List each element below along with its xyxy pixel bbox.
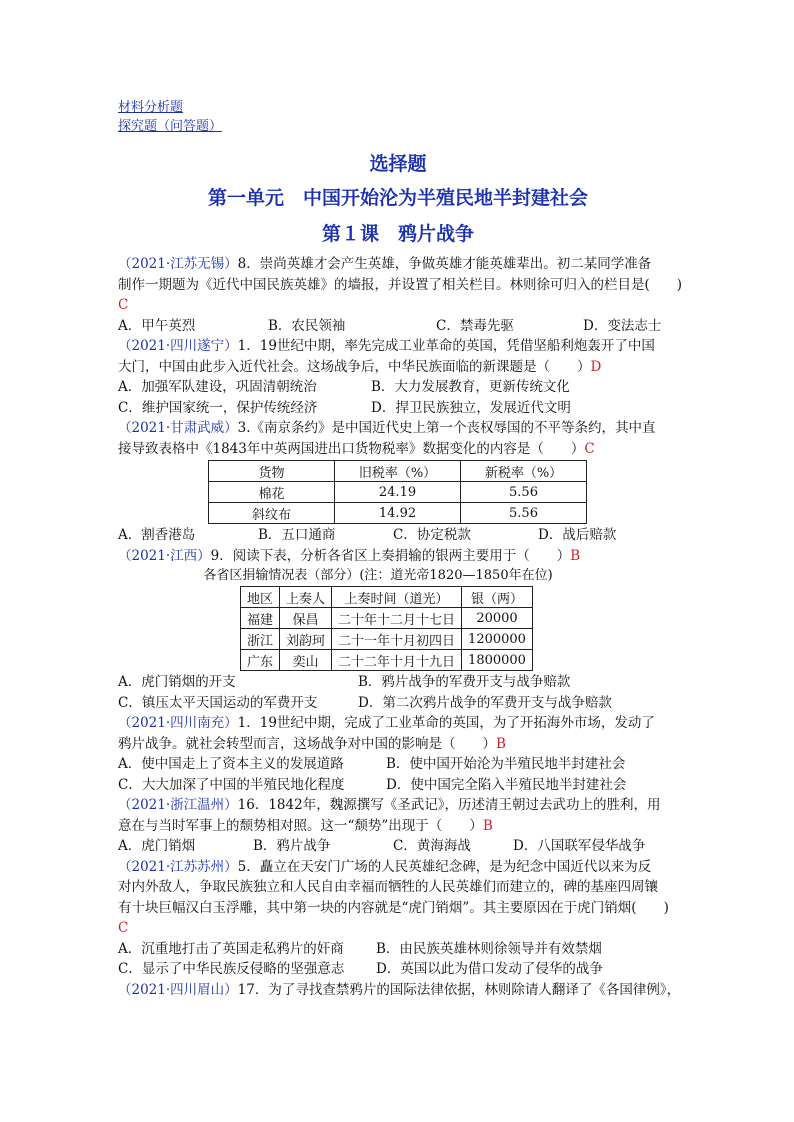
option-d: D．使中国完全陷入半殖民地半封建社会 [386, 776, 627, 793]
question-stem: 对内外敌人，争取民族独立和人民自由幸福而牺牲的人民英雄们而建立的，碑的基座四周镶 [118, 879, 658, 895]
question-7 [118, 857, 678, 980]
option-c: C．禁毒先驱 [436, 317, 514, 334]
question-stem: 8．崇尚英雄才会产生英雄，争做英雄才能英雄辈出。初二某同学准备 [237, 256, 652, 272]
table-cell: 24.19 [335, 482, 461, 503]
table-header: 银（两） [462, 587, 533, 608]
question-source: （2021·浙江温州） [118, 797, 238, 813]
answer: D [590, 358, 602, 375]
option-d: D．第二次鸦片战争的军费开支与战争赔款 [358, 694, 612, 711]
table-row [209, 503, 587, 524]
option-b: B．由民族英雄林则徐领导并有效禁烟 [376, 940, 602, 957]
table-row [241, 608, 533, 629]
section-title: 选择题 [369, 153, 427, 175]
table-header: 上奏人 [280, 587, 332, 608]
table-row [241, 650, 533, 671]
question-stem: 9．阅读下表，分析各省区上奏捐输的银两主要用于（ ） [210, 547, 571, 564]
answer: B [496, 735, 506, 752]
table-header: 旧税率（%） [335, 461, 461, 482]
option-a: A．割香港岛 [118, 527, 196, 543]
tariff-table [208, 460, 587, 524]
table-cell: 保昌 [280, 608, 332, 629]
option-b: B．大力发展教育，更新传统文化 [371, 379, 570, 395]
table-cell: 二十二年十月十九日 [332, 650, 462, 671]
question-list [118, 254, 683, 1000]
option-a: A．虎门销烟的开支 [118, 674, 236, 690]
option-b: B．鸦片战争 [253, 838, 331, 854]
question-stem: 1．19世纪中期，完成了工业革命的英国，为了开拓海外市场，发动了 [237, 715, 655, 731]
answer: C [584, 440, 595, 457]
table-header: 地区 [241, 587, 280, 608]
table-row [241, 629, 533, 650]
option-d: D．变法志士 [583, 317, 662, 334]
answer: C [118, 920, 129, 936]
link-inquiry[interactable]: 探究题（问答题） [118, 119, 223, 134]
table-cell: 二十年十二月十七日 [332, 608, 462, 629]
table-cell: 浙江 [241, 629, 280, 650]
option-c: C．大大加深了中国的半殖民地化程度 [118, 776, 345, 793]
question-6 [118, 795, 678, 857]
option-b: B．农民领袖 [268, 317, 346, 334]
question-5 [118, 713, 678, 795]
question-source: （2021·江西） [118, 547, 211, 564]
option-b: B．鸦片战争的军费开支与战争赔款 [358, 674, 571, 690]
answer: B [570, 547, 581, 564]
option-d: D．战后赔款 [538, 527, 617, 543]
table-cell: 斜纹布 [209, 503, 335, 524]
table-cell: 刘韵珂 [280, 629, 332, 650]
table-header: 新税率（%） [461, 461, 587, 482]
option-c: C．镇压太平天国运动的军费开支 [118, 694, 318, 711]
question-stem: 有十块巨幅汉白玉浮雕，其中第一块的内容就是“虎门销烟”。其主要原因在于虎门销烟( ) [118, 899, 669, 916]
table-cell: 1800000 [462, 650, 533, 671]
option-b: B．五口通商 [258, 527, 336, 543]
nav-links [118, 98, 794, 136]
table-cell: 棉花 [209, 482, 335, 503]
table-cell: 14.92 [335, 503, 461, 524]
question-stem: 16．1842年，魏源撰写《圣武记》，历述清王朝过去武功上的胜利，用 [237, 797, 661, 813]
question-stem: 17．为了寻找查禁鸦片的国际法律依据，林则除请人翻译了《各国律例》， [237, 981, 681, 998]
question-stem: 制作一期题为《近代中国民族英雄》的墙报，并设置了相关栏目。林则徐可归入的栏目是( ) [118, 276, 683, 293]
question-4 [118, 546, 678, 714]
table-header-row [241, 587, 533, 608]
table-caption: 各省区捐输情况表（部分）(注：道光帝1820—1850年在位) [203, 568, 553, 583]
option-c: C．黄海海战 [393, 838, 471, 854]
question-source: （2021·四川眉山） [118, 981, 238, 998]
table-cell: 5.56 [461, 503, 587, 524]
question-source: （2021·四川南充） [118, 715, 238, 731]
question-source: （2021·甘肃武威） [118, 420, 238, 436]
table-cell: 5.56 [461, 482, 587, 503]
question-stem: 鸦片战争。就社会转型而言，这场战争对中国的影响是（ ） [118, 735, 496, 752]
table-cell: 1200000 [462, 629, 533, 650]
table-row [209, 482, 587, 503]
question-stem: 1．19世纪中期，率先完成工业革命的英国，凭借坚船利炮轰开了中国 [237, 338, 655, 354]
table-header: 上奏时间（道光） [332, 587, 462, 608]
question-3 [118, 418, 678, 546]
question-1 [118, 254, 683, 336]
table-header-row [209, 461, 587, 482]
question-stem: 5．矗立在天安门广场的人民英雄纪念碑，是为纪念中国近代以来为反 [237, 858, 652, 875]
table-cell: 福建 [241, 608, 280, 629]
option-d: D．英国以此为借口发动了侵华的战争 [376, 961, 603, 977]
link-material-analysis[interactable]: 材料分析题 [118, 100, 184, 115]
question-8 [118, 980, 681, 1001]
option-d: D．八国联军侵华战争 [513, 838, 646, 854]
table-cell: 二十一年十月初四日 [332, 629, 462, 650]
question-2 [118, 336, 678, 418]
table-cell: 广东 [241, 650, 280, 671]
question-source: （2021·江苏苏州） [118, 858, 238, 875]
answer: B [482, 817, 493, 834]
question-stem: 大门，中国由此步入近代社会。这场战争后，中华民族面临的新课题是（ ） [118, 358, 591, 375]
option-a: A．加强军队建设，巩固清朝统治 [118, 379, 317, 395]
question-source: （2021·江苏无锡） [118, 256, 238, 272]
question-stem: 意在与当时军事上的颓势相对照。这一“颓势”出现于（ ） [118, 817, 483, 834]
table-cell: 奕山 [280, 650, 332, 671]
option-c: C．维护国家统一，保护传统经济 [118, 399, 318, 416]
option-b: B．使中国开始沦为半殖民地半封建社会 [386, 756, 626, 772]
table-header: 货物 [209, 461, 335, 482]
option-a: A．甲午英烈 [118, 317, 196, 334]
option-c: C．显示了中华民族反侵略的坚强意志 [118, 961, 345, 977]
unit-title: 第一单元 中国开始沦为半殖民地半封建社会 [207, 187, 588, 209]
option-a: A．虎门销烟 [118, 838, 196, 854]
question-stem: 接导致表格中《1843年中英两国进出口货物税率》数据变化的内容是（ ） [118, 440, 585, 457]
question-stem: 3.《南京条约》是中国近代史上第一个丧权辱国的不平等条约，其中直 [237, 420, 656, 436]
answer: C [118, 297, 129, 313]
question-source: （2021·四川遂宁） [118, 338, 238, 354]
table-cell: 20000 [462, 608, 533, 629]
option-a: A．沉重地打击了英国走私鸦片的奸商 [118, 940, 344, 957]
option-d: D．捍卫民族独立，发展近代文明 [371, 399, 571, 416]
donation-table [240, 586, 533, 671]
option-c: C．协定税款 [393, 527, 471, 543]
option-a: A．使中国走上了资本主义的发展道路 [118, 756, 344, 772]
lesson-title: 第１课 鸦片战争 [321, 223, 474, 245]
